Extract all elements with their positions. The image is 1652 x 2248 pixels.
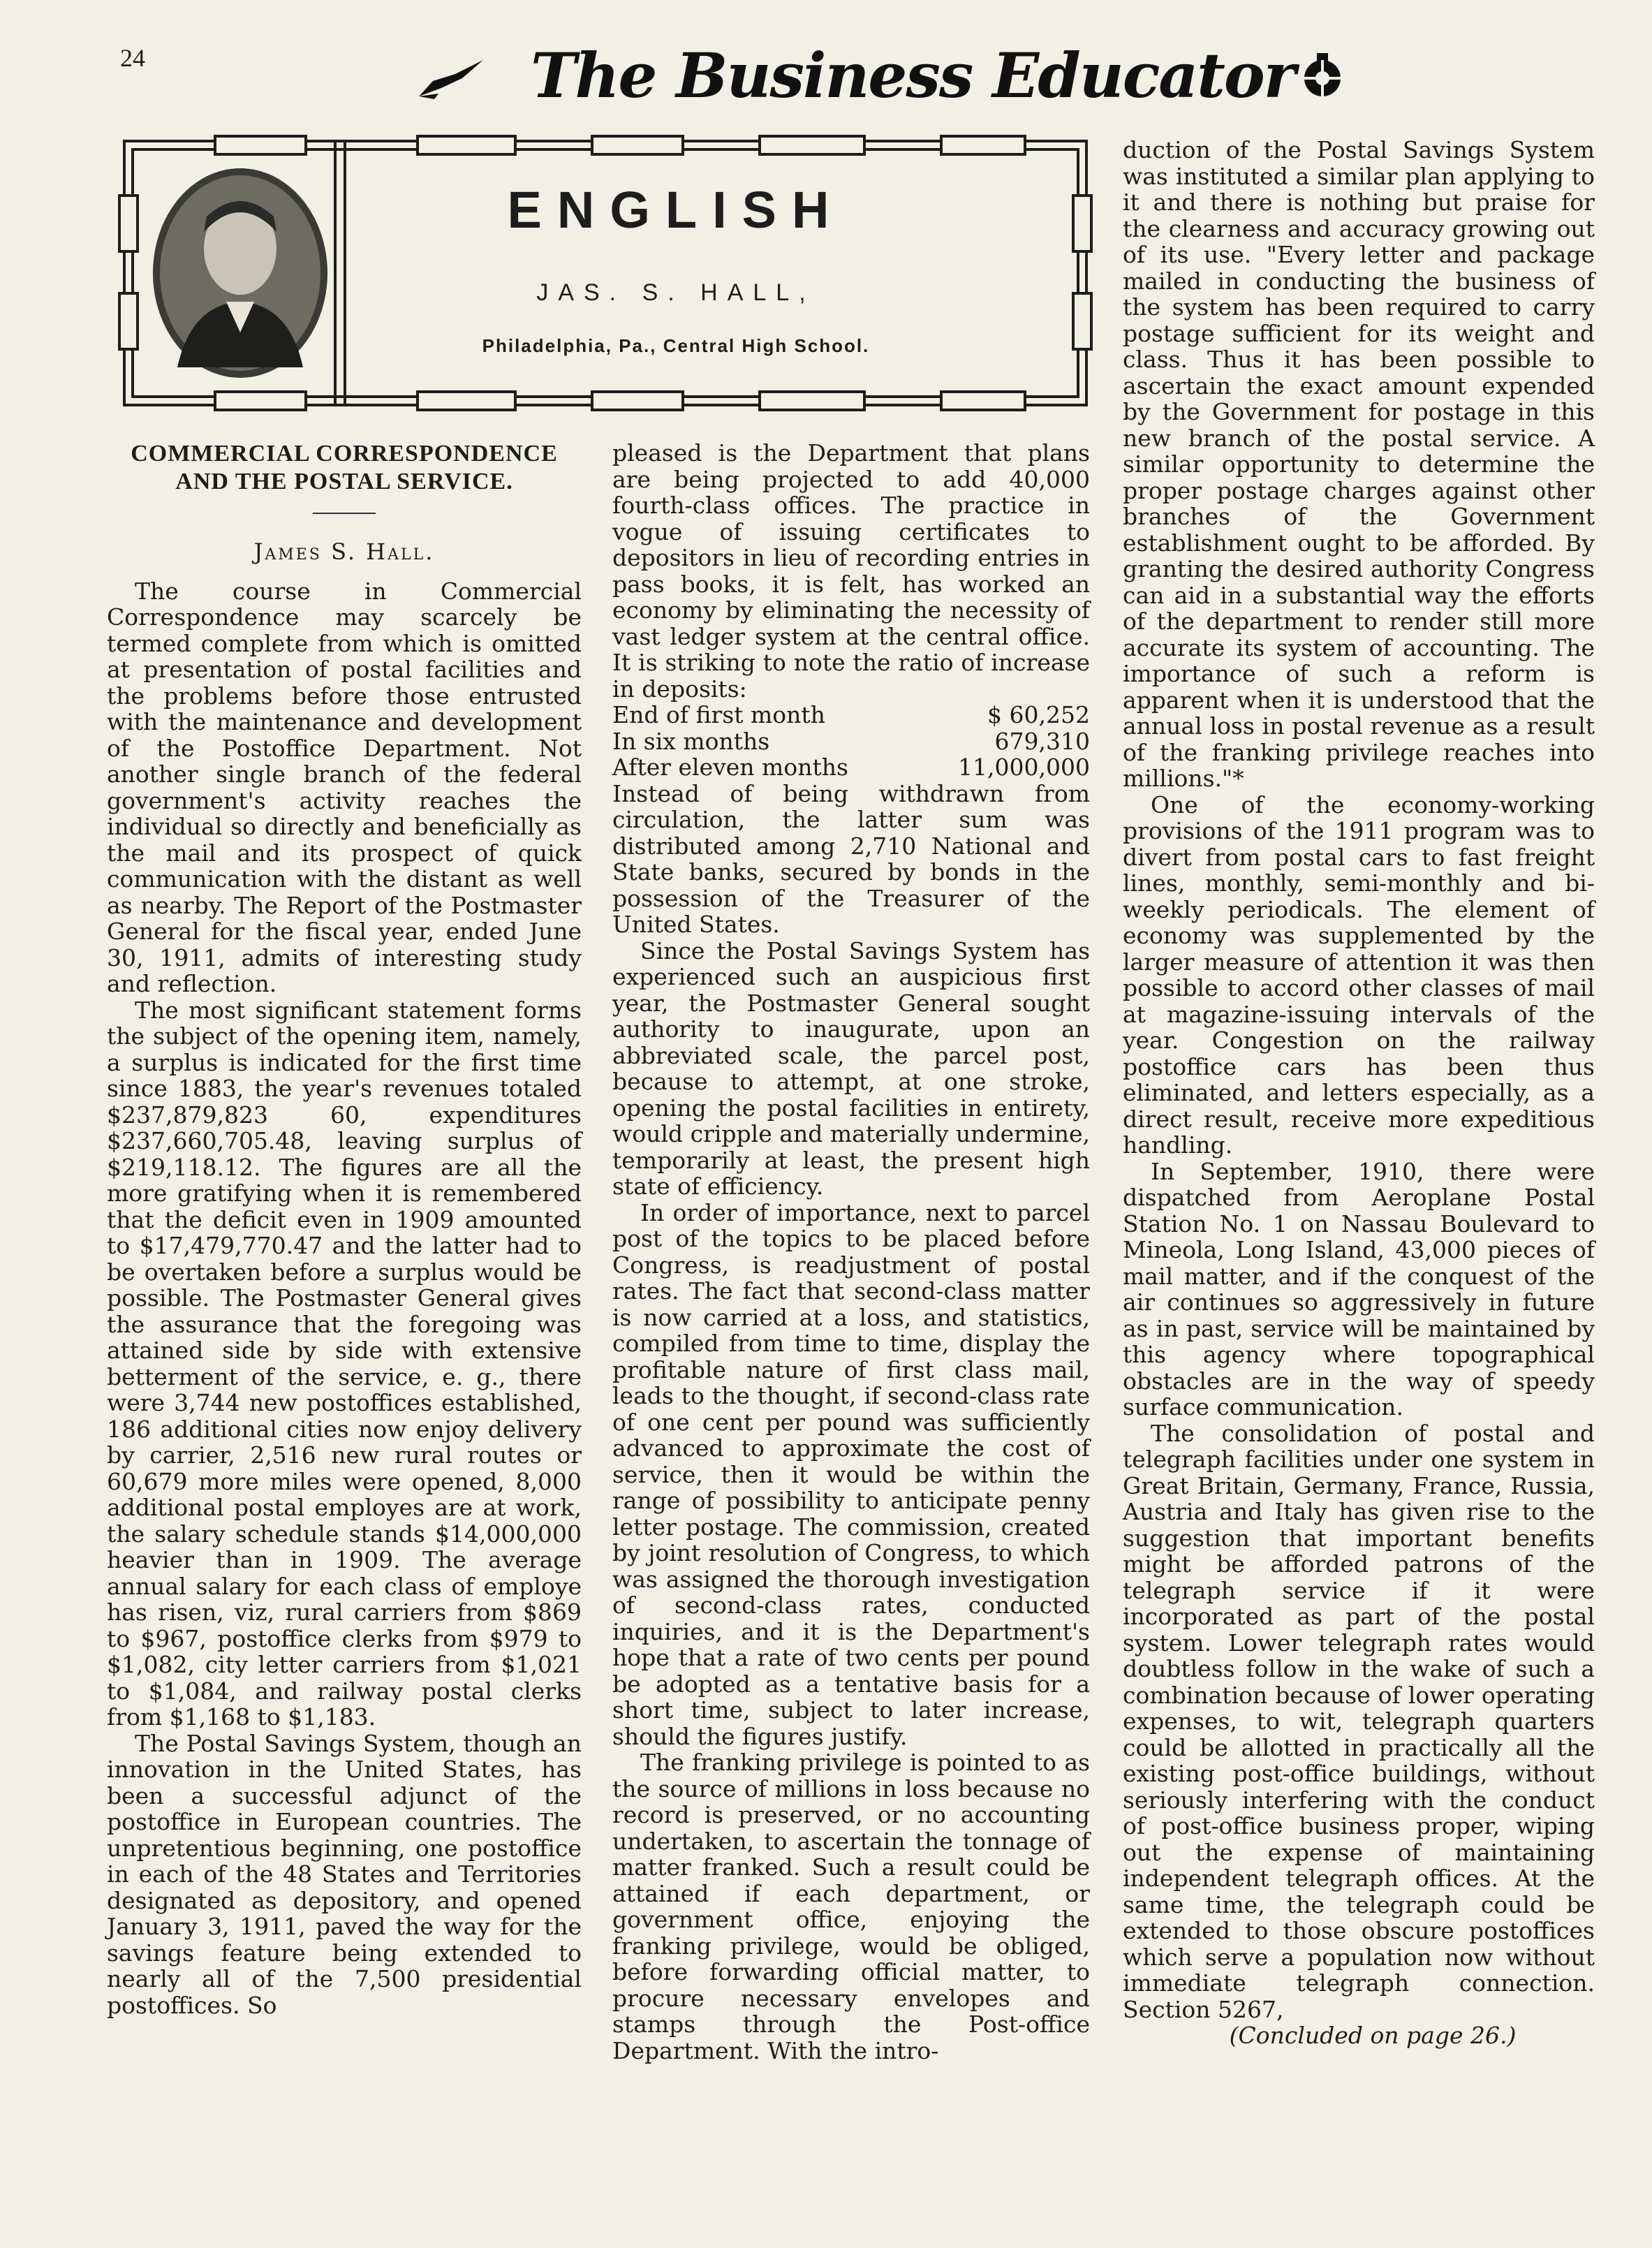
row-label: In six months <box>612 727 770 755</box>
paragraph: In order of importance, next to parcel post of the topics to be placed before Congress, is readjustment of postal rates. The fact that second-class matter is now carried at a loss, and statistics, compiled from time to time, display the profitable nature of first class mail, leads to the thought, if second-class rate of one cent per pound was sufficiently advanced to approximate the cost of service, then it would be within the range of possibility to anticipate penny letter postage. The commission, created by joint resolution of Congress, to which was assigned the thorough investigation of second-class rates, conducted inquiries, and it is the Department's hope that a rate of two cents per pound be adopted as a tentative basis for a short time, subject to later increase, should the figures justify. <box>612 1198 1090 1750</box>
section-header <box>117 133 1093 413</box>
column-3 <box>1123 137 1595 2049</box>
quill-pen-icon <box>413 53 490 102</box>
paragraph: Since the Postal Savings System has experienced such an auspicious first year, the Postmaster General sought authority to inaugurate, upon an abbreviated scale, the parcel post, because to attempt, at one stroke, opening the postal facilities in entirety, would cripple and materially undermine, temporarily at least, the present high state of efficiency. <box>612 936 1090 1200</box>
masthead <box>391 36 1334 113</box>
row-label: After eleven months <box>612 754 848 781</box>
paragraph: pleased is the Department that plans are being projected to add 40,000 fourth-class offices. The practice in vogue of issuing certificates to depositors in lieu of recording entries in pass books, it is felt, has worked an economy by eliminating the necessity of vast ledger system at the central office. It is striking to note the ratio of increase in deposits: <box>612 439 1090 703</box>
row-value: 11,000,000 <box>958 754 1090 781</box>
column-1 <box>107 440 582 2018</box>
paragraph: The Postal Savings System, though an innovation in the United States, has been a successful adjunct of the postoffice in European countries. The unpretentious beginning, one postoffice in each of the 48 States and Territories designated as depository, and opened January 3, 1911, paved the way for the savings feature being extended to nearly all of the 7,500 presidential postoffices. So <box>107 1729 582 2019</box>
author-portrait <box>149 165 331 381</box>
row-label: End of first month <box>612 701 825 728</box>
author-name: JAS. S. HALL, <box>536 279 816 306</box>
deposits-table <box>612 702 1090 781</box>
divider <box>313 513 376 514</box>
paragraph: The consolidation of postal and telegraph facilities under one system in Great Britain, Germany, France, Russia, Austria and Italy has given rise to the suggestion that important benefits might be afforded patrons of the telegraph service if it were incorporated as part of the postal system. Lower telegraph rates would doubtless follow in the wake of such a combination because of lower operating expenses, to wit, telegraph quarters could be allotted in practically all the existing post-office buildings, without seriously interfering with the conduct of post-office business proper, wiping out the expense of maintaining independent telegraph offices. At the same time, the telegraph could be extended to those obscure postoffices which serve a population now without immediate telegraph connection. Section 5267, <box>1123 1419 1595 2023</box>
ornament-icon <box>1296 50 1349 103</box>
table-row <box>612 754 1090 781</box>
byline: James S. Hall. <box>253 538 435 565</box>
page-number: 24 <box>120 44 145 72</box>
article-title: COMMERCIAL CORRESPONDENCE AND THE POSTAL SERVICE. <box>131 441 558 494</box>
paragraph: The course in Commercial Correspondence may scarcely be termed complete from which is omitted at presentation of postal facilities and the problems before those entrusted with the maintenance and development of the Postoffice Department. Not another single branch of the federal government's activity reaches the individual so directly and beneficially as the mail and its prospect of quick communication with the distant as well as nearby. The Report of the Postmaster General for the fiscal year, ended June 30, 1911, admits of interesting study and reflection. <box>107 577 582 997</box>
paragraph: In September, 1910, there were dispatched from Aeroplane Postal Station No. 1 on Nassau Boulevard to Mineola, Long Island, 43,000 pieces of mail matter, and if the conquest of the air continues so aggressively in future as in past, service will be maintained by this agency where topographical obstacles are in the way of speedy surface communication. <box>1123 1157 1595 1420</box>
masthead-title: The Business Educator <box>531 39 1295 112</box>
author-school: Philadelphia, Pa., Central High School. <box>482 335 870 356</box>
row-value: 679,310 <box>994 727 1090 755</box>
paragraph: Instead of being withdrawn from circulation, the latter sum was distributed among 2,710 National and State banks, secured by bonds in the possession of the Treasurer of the United States. <box>612 779 1090 938</box>
table-row <box>612 728 1090 755</box>
paragraph: One of the economy-working provisions of the 1911 program was to divert from postal cars to fast freight lines, monthly, semi-monthly and bi-weekly periodicals. The element of economy was supplemented by the larger measure of attention it was then possible to accord other classes of mail at magazine-issuing intervals of the year. Congestion on the railway postoffice cars has been thus eliminated, and letters especially, as a direct result, receive more expeditious handling. <box>1123 791 1595 1159</box>
table-row <box>612 702 1090 728</box>
paragraph: duction of the Postal Savings System was instituted a similar plan applying to it and there is nothing but praise for the clearness and accuracy growing out of its use. "Every letter and package mailed in conducting the business of the system has been required to carry postage sufficient for its weight and class. Thus it has been possible to ascertain the exact amount expended by the Government for postage in this new branch of the postal service. A similar opportunity to determine the proper postage charges against other branches of the Government establishment ought to be afforded. By granting the desired authority Congress can aid in a substantial way the efforts of the department to render still more accurate its system of accounting. The importance of such a reform is apparent when it is understood that the annual loss in postal revenue as a result of the franking privilege reaches into millions."* <box>1123 136 1595 792</box>
row-value: $ 60,252 <box>987 701 1090 728</box>
section-title: ENGLISH <box>507 181 845 239</box>
column-2 <box>612 440 1090 2064</box>
continuation-note: (Concluded on page 26.) <box>1229 2022 1517 2049</box>
paragraph: The franking privilege is pointed to as the source of millions in loss because no record is preserved, or no accounting undertaken, to ascertain the tonnage of matter franked. Such a result could be attained if each department, or government office, enjoying the franking privilege, would be obliged, before forwarding official matter, to procure necessary envelopes and stamps through the Post-office Department. With the intro- <box>612 1749 1090 2064</box>
paragraph: The most significant statement forms the subject of the opening item, namely, a surplus is indicated for the first time since 1883, the year's revenues totaled $237,879,823 60, expenditures $237,660,705.48, leaving surplus of $219,118.12. The figures are all the more gratifying when it is remembered that the deficit even in 1909 amounted to $17,479,770.47 and the latter had to be overtaken before a surplus would be possible. The Postmaster General gives the assurance that the foregoing was attained side by side with extensive betterment of the service, e. g., there were 3,744 new postoffices established, 186 additional cities now enjoy delivery by carrier, 2,516 new rural routes or 60,679 more miles were opened, 8,000 additional postal employes are at work, the salary schedule stands $14,000,000 heavier than in 1909. The average annual salary for each class of employe has risen, viz, rural carriers from $869 to $967, postoffice clerks from $979 to $1,082, city letter carriers from $1,021 to $1,084, and railway postal clerks from $1,168 to $1,183. <box>107 996 582 1731</box>
